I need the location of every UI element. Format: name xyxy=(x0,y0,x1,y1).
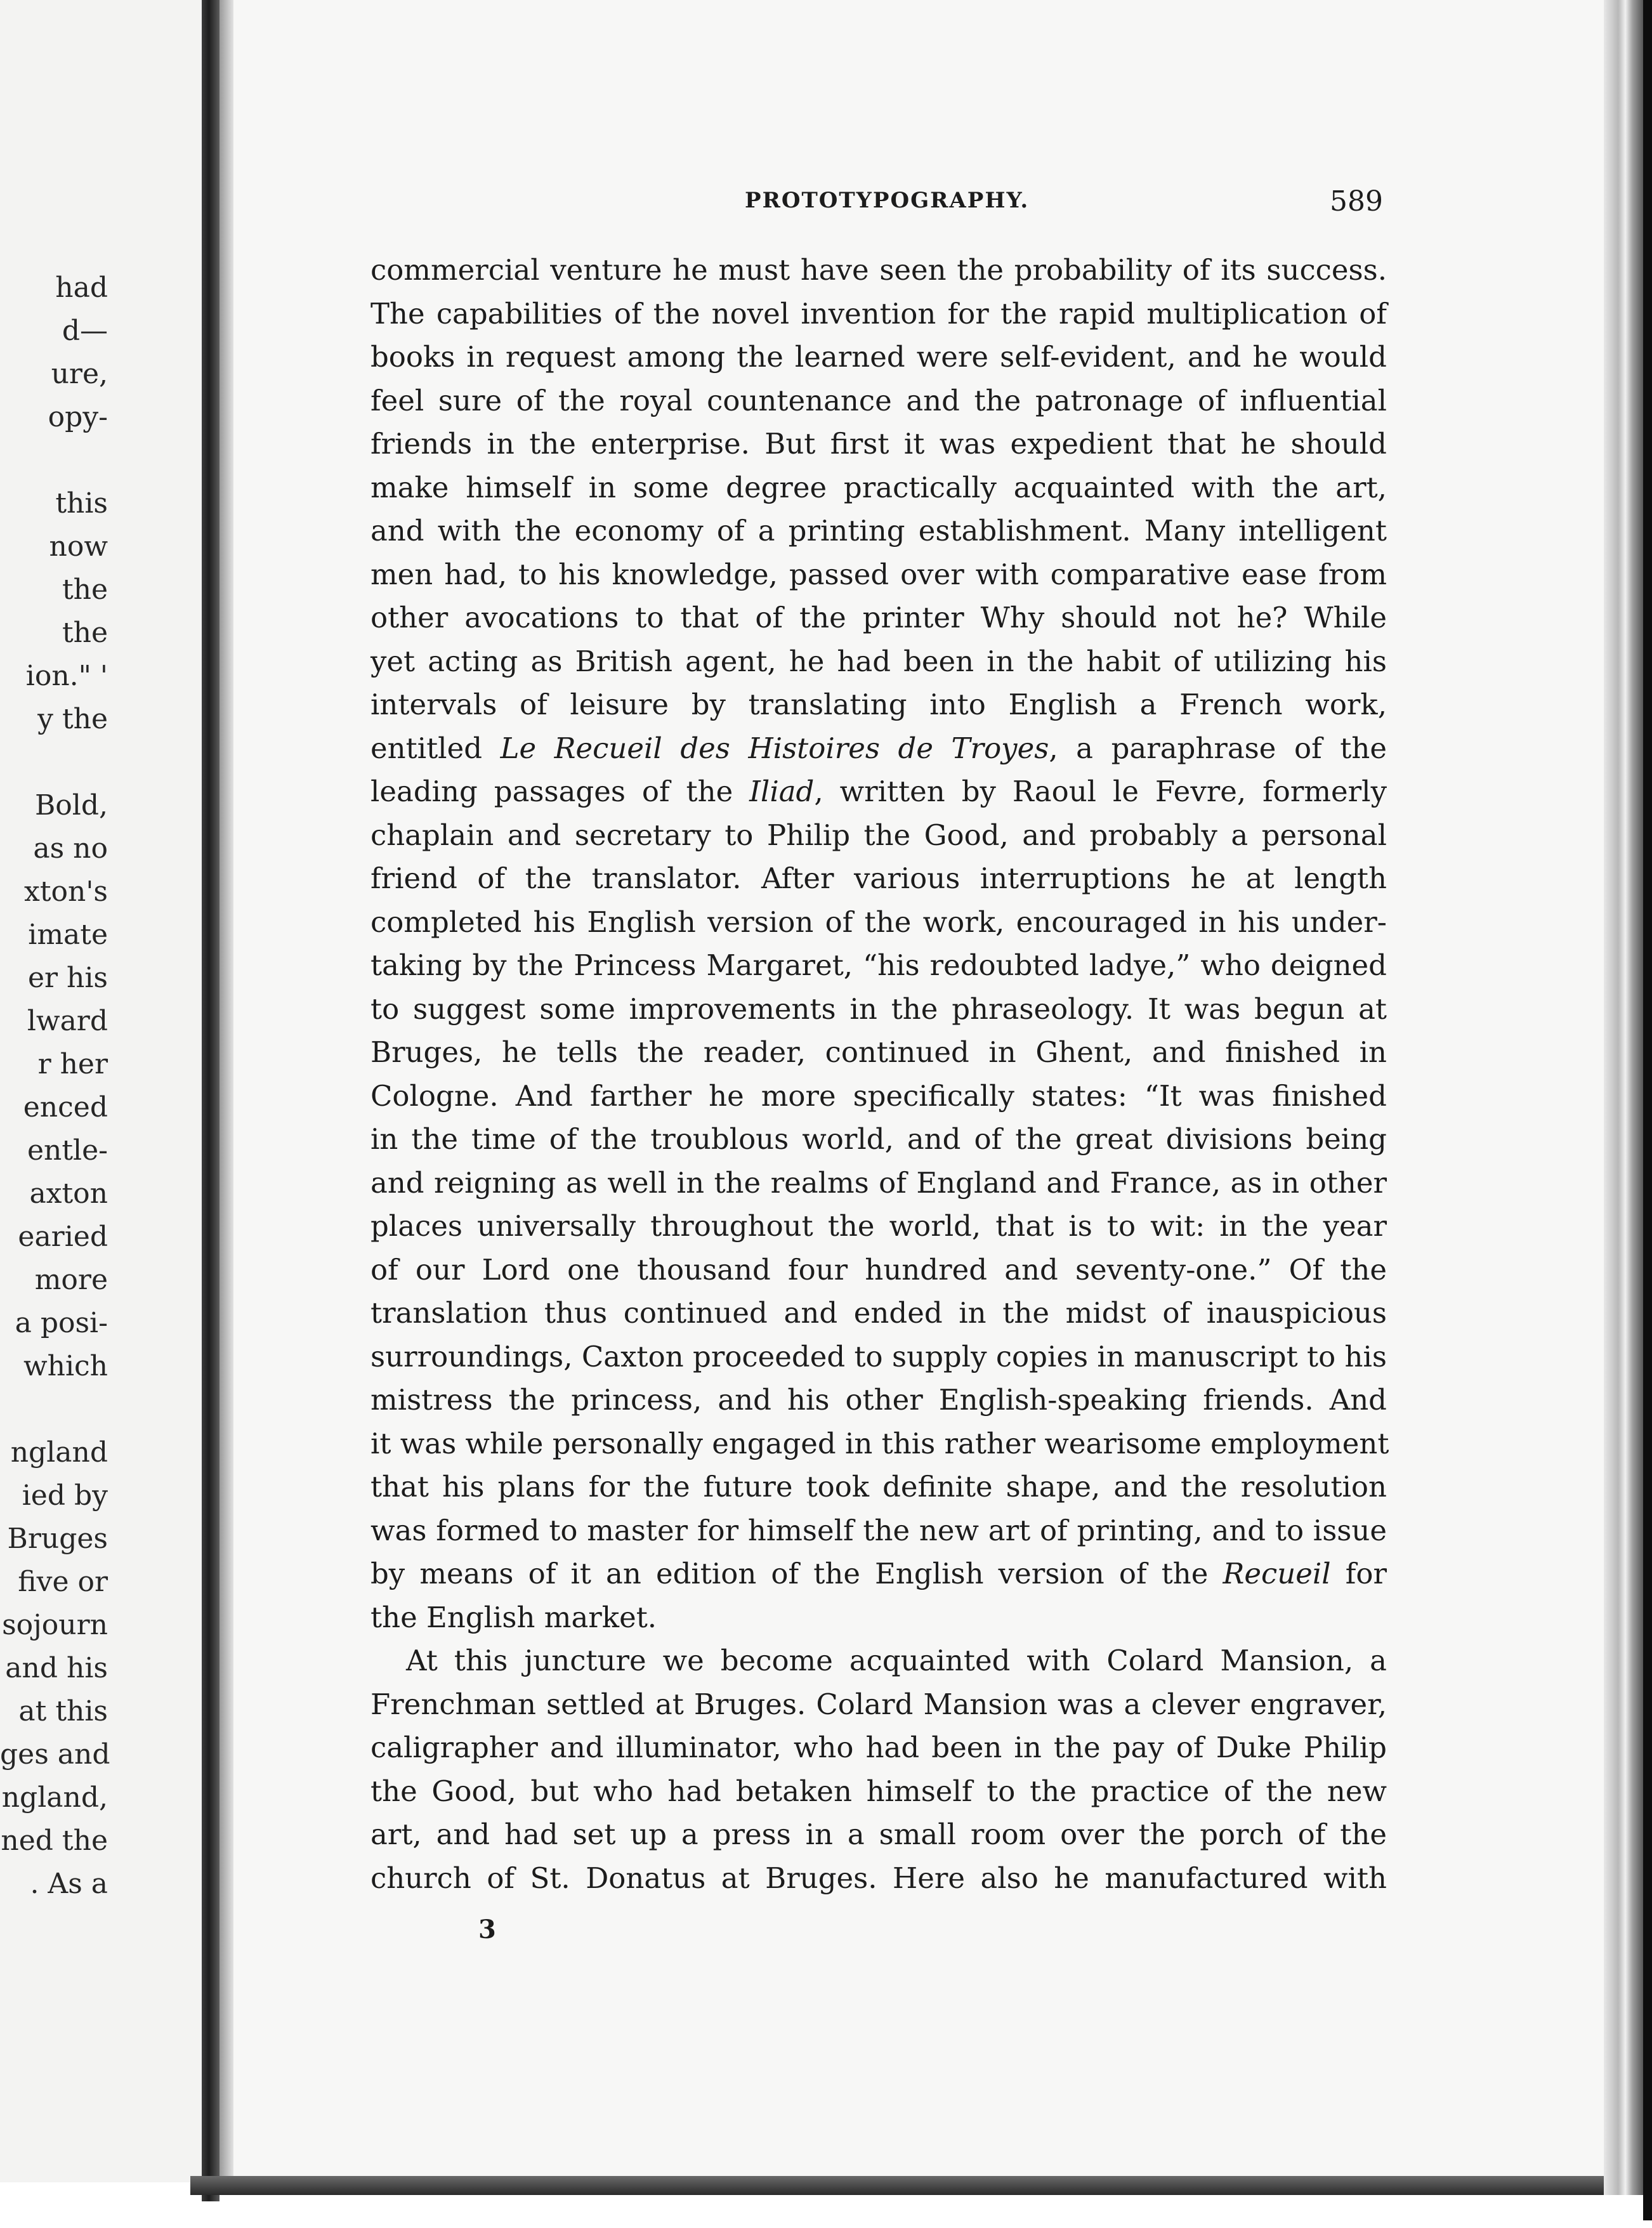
left-page-fragment: . As a xyxy=(30,1868,108,1900)
text-line: it was while personally engaged in this rather wearisome employment xyxy=(370,1426,1389,1460)
book-title-italic: Recueil xyxy=(1223,1557,1331,1590)
left-page-fragment: and his xyxy=(5,1652,108,1684)
book-title-italic: Le Recueil des Histoires de Troyes xyxy=(500,731,1049,765)
text-line: other avocations to that of the printer Why should not he? While xyxy=(370,601,1387,634)
left-page-fragment: ges and xyxy=(0,1738,110,1771)
text-line: commercial venture he must have seen the probability of its success. xyxy=(370,253,1387,287)
text-line xyxy=(370,770,1387,814)
text-run: entitled xyxy=(370,731,501,765)
book-title-italic: Iliad xyxy=(749,775,815,808)
text-line: church of St. Donatus at Bruges. Here also he manufactured with xyxy=(370,1861,1387,1895)
text-line: taking by the Princess Margaret, “his redoubted ladye,” who deigned xyxy=(370,948,1387,982)
text-line: places universally throughout the world, that is to wit: in the year xyxy=(370,1209,1387,1243)
left-page-fragment: earied xyxy=(18,1221,108,1253)
text-run: by means of it an edition of the English version of the xyxy=(370,1557,1223,1590)
text-line: translation thus continued and ended in the midst of inauspicious xyxy=(370,1296,1387,1330)
left-page-fragment: had xyxy=(55,272,108,304)
left-page-fragment: axton xyxy=(29,1177,108,1210)
left-page-fragment: er his xyxy=(27,962,108,994)
text-line: friend of the translator. After various interruptions he at length xyxy=(370,862,1387,895)
text-line: art, and had set up a press in a small room over the porch of the xyxy=(370,1818,1387,1851)
text-line: Bruges, he tells the reader, continued in Ghent, and finished in xyxy=(370,1035,1387,1069)
left-page-fragment: ure, xyxy=(51,358,108,390)
text-line: and reigning as well in the realms of England and France, as in other xyxy=(370,1165,1387,1200)
left-page-fragment: more xyxy=(34,1264,108,1296)
text-line: the English market. xyxy=(370,1600,657,1634)
left-page-fragment: Bold, xyxy=(34,789,108,822)
left-page-fragment: the xyxy=(62,573,108,606)
left-page-fragment: ied by xyxy=(22,1479,108,1512)
left-page-fragment: Bruges xyxy=(7,1523,108,1555)
left-page xyxy=(0,0,202,2182)
left-page-fragment: enced xyxy=(23,1091,108,1124)
text-run: , a paraphrase of the xyxy=(1049,731,1387,765)
left-page-fragment: at this xyxy=(18,1695,108,1727)
left-page-fragment: ngland, xyxy=(1,1781,108,1814)
text-line: caligrapher and illuminator, who had been in the pay of Duke Philip xyxy=(370,1731,1387,1764)
text-line: surroundings, Caxton proceeded to supply copies in manuscript to his xyxy=(370,1339,1387,1373)
text-line: The capabilities of the novel invention for the rapid multiplication of xyxy=(370,296,1387,331)
text-line: Cologne. And farther he more specifically states: “It was finished xyxy=(370,1078,1387,1113)
main-text-block xyxy=(370,249,1387,1900)
left-page-fragment: sojourn xyxy=(2,1609,108,1641)
text-run: leading passages of the xyxy=(370,775,750,808)
text-line: in the time of the troublous world, and of the great divisions being xyxy=(370,1122,1387,1156)
text-line: was formed to master for himself the new art of printing, and to issue xyxy=(370,1513,1387,1547)
paragraph-2 xyxy=(370,1639,1387,1900)
running-head: PROTOTYPOGRAPHY. xyxy=(745,188,1030,213)
text-line: feel sure of the royal countenance and the patronage of influential xyxy=(370,383,1387,417)
left-page-fragment: ion." ' xyxy=(25,660,108,692)
text-line xyxy=(370,727,1387,771)
left-page-fragment: a posi- xyxy=(15,1307,108,1339)
text-line: yet acting as British agent, he had been in the habit of utilizing his xyxy=(370,644,1387,678)
left-page-fragment: now xyxy=(49,530,108,563)
left-page-fragment: imate xyxy=(28,919,108,951)
left-page-fragment: five or xyxy=(18,1566,108,1598)
text-line: chaplain and secretary to Philip the Good, and probably a personal xyxy=(370,818,1387,852)
paragraph-1 xyxy=(370,249,1387,1639)
text-line xyxy=(370,1552,1387,1596)
text-line: and with the economy of a printing establishment. Many intelligent xyxy=(370,514,1387,547)
text-run: for xyxy=(1330,1557,1387,1590)
left-page-fragment: r her xyxy=(37,1048,108,1080)
text-line: men had, to his knowledge, passed over with comparative ease from xyxy=(370,557,1387,591)
left-page-fragment: entle- xyxy=(27,1134,108,1167)
text-line: Frenchman settled at Bruges. Colard Mansion was a clever engraver, xyxy=(370,1687,1387,1721)
left-page-fragment: as no xyxy=(33,832,108,865)
left-page-fragment: the xyxy=(62,617,108,649)
left-page-fragment: y the xyxy=(37,703,108,735)
left-page-fragment: ned the xyxy=(1,1825,108,1857)
gutter-shadow xyxy=(220,0,233,2182)
left-page-fragment: d— xyxy=(62,315,108,347)
left-page-fragment: opy- xyxy=(48,401,108,433)
left-page-fragment: lward xyxy=(27,1005,108,1037)
left-page-fragment: ngland xyxy=(10,1436,108,1469)
text-line: to suggest some improvements in the phraseology. It was begun at xyxy=(370,992,1387,1026)
page-number: 589 xyxy=(1330,185,1383,218)
text-line: friends in the enterprise. But first it was expedient that he should xyxy=(370,427,1387,461)
text-line: the Good, but who had betaken himself to the practice of the new xyxy=(370,1774,1387,1808)
left-page-fragment: this xyxy=(55,487,108,520)
page-bottom-edge xyxy=(190,2176,1611,2195)
book-gutter xyxy=(202,0,220,2201)
text-line: mistress the princess, and his other English-speaking friends. And xyxy=(370,1383,1387,1417)
text-line: At this juncture we become acquainted with Colard Mansion, a xyxy=(406,1644,1387,1677)
text-line: that his plans for the future took definite shape, and the resolution xyxy=(370,1470,1387,1504)
text-run: , written by Raoul le Fevre, formerly xyxy=(814,775,1387,808)
left-page-fragment: xton's xyxy=(24,875,108,908)
text-line: make himself in some degree practically acquainted with the art, xyxy=(370,470,1387,504)
text-line: of our Lord one thousand four hundred and seventy-one.” Of the xyxy=(370,1252,1387,1287)
text-line: intervals of leisure by translating into English a French work, xyxy=(370,688,1387,721)
text-line: completed his English version of the work, encouraged in his under- xyxy=(370,905,1387,939)
text-line: books in request among the learned were self-evident, and he would xyxy=(370,340,1387,374)
scan-border xyxy=(1643,0,1652,2220)
left-page-fragment: which xyxy=(23,1350,108,1382)
signature-mark: 3 xyxy=(478,1915,496,1944)
